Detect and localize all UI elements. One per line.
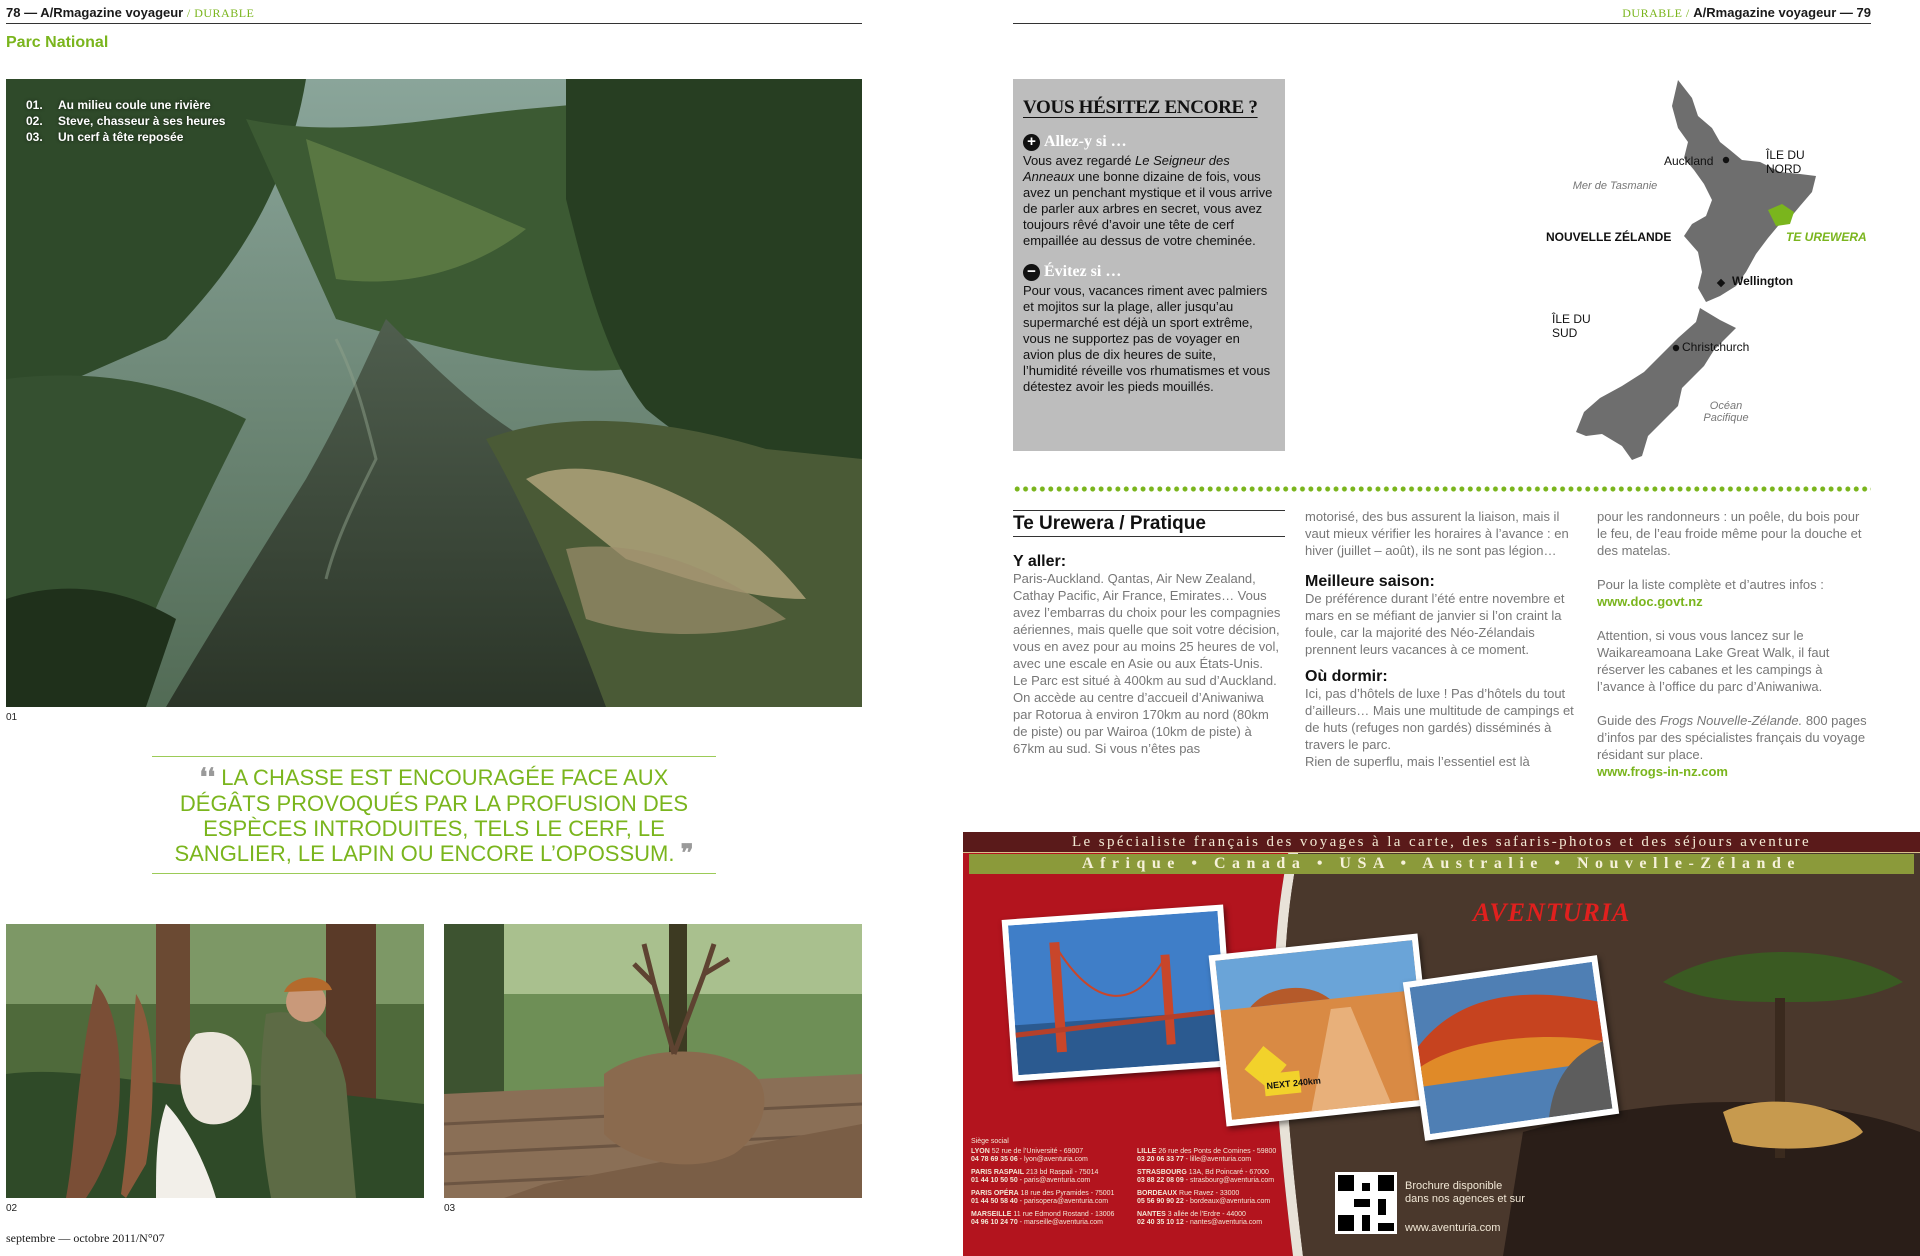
siege-label: Siège social bbox=[971, 1138, 1009, 1145]
ad-destinations: Afrique • Canada • USA • Australie • Nouvelle-Zélande bbox=[969, 854, 1914, 874]
map-ile-nord: ÎLE DU NORD bbox=[1766, 148, 1805, 176]
river-illustration bbox=[6, 79, 862, 707]
agency-item bbox=[1137, 1190, 1301, 1206]
agency-city: BORDEAUX bbox=[1137, 1190, 1178, 1197]
agency-item bbox=[1137, 1148, 1301, 1164]
agency-email[interactable]: - paris@aventuria.com bbox=[1017, 1177, 1091, 1184]
avoid-text: Pour vous, vacances riment avec palmiers et mojitos sur la plage, aller jusqu’au supermarché est déjà un sport extrême, vous ne supportez pas de voyager en avion plus de dix heures de suite, l’humidité réveille vos rhumatismes et vous détestez avoir les pieds mouillés. bbox=[1023, 283, 1271, 394]
left-section-label: DURABLE bbox=[194, 6, 255, 20]
agency-address: 18 rue des Pyramides - 75001 bbox=[1018, 1190, 1115, 1197]
road-sign-text: NEXT 240km bbox=[1266, 1075, 1322, 1092]
map-urewera: TE UREWERA bbox=[1786, 230, 1867, 244]
river-photo bbox=[6, 79, 862, 707]
ad-banner: Le spécialiste français des voyages à la carte, des safaris-photos et des séjours aventure bbox=[963, 832, 1920, 853]
pull-quote-text: LA CHASSE EST ENCOURAGÉE FACE AUX DÉGÂTS PROVOQUÉS PAR LA PROFUSION DES ESPÈCES INTRODUITES, TELS LE CERF, LE SANGLIER, LE LAPIN OU ENCORE L’OPOSSUM. bbox=[174, 765, 689, 866]
caption-text-1: Au milieu coule une rivière bbox=[58, 98, 211, 112]
deer-photo bbox=[444, 924, 862, 1198]
caption-num-2: 02. bbox=[26, 114, 43, 128]
agency-item bbox=[971, 1169, 1137, 1185]
canada-illustration bbox=[1410, 962, 1613, 1134]
agency-city: LYON bbox=[971, 1148, 990, 1155]
map-auckland: Auckland bbox=[1664, 154, 1714, 168]
aventuria-logo: AVENTURIA bbox=[1473, 898, 1631, 927]
agency-phone: 04 96 10 24 70 bbox=[971, 1219, 1018, 1226]
box-title: VOUS HÉSITEZ ENCORE ? bbox=[1023, 97, 1258, 118]
agency-city: PARIS OPÉRA bbox=[971, 1190, 1019, 1197]
agency-email[interactable]: - marseille@aventuria.com bbox=[1017, 1219, 1104, 1226]
caption-num-3: 03. bbox=[26, 130, 43, 144]
right-folio: DURABLE / A/Rmagazine voyageur — 79 bbox=[1622, 5, 1871, 20]
practical-title-rule bbox=[1013, 536, 1285, 537]
agency-address: Rue Ravez - 33000 bbox=[1177, 1190, 1240, 1197]
aventuria-ad bbox=[963, 832, 1920, 1256]
dormir-text: Ici, pas d’hôtels de luxe ! Pas d’hôtels du tout d’ailleurs… Mais une multitude de campings et de huts (refuges non gardés) disséminés à travers le parc. bbox=[1305, 686, 1574, 752]
saison-text: De préférence durant l’été entre novembre et mars en se méfiant de janvier si l’on craint la foule, car la majorité des Néo-Zélandais prennent leurs vacances à ce moment. bbox=[1305, 591, 1565, 657]
brochure-text: Brochure disponible dans nos agences et sur bbox=[1405, 1180, 1525, 1205]
left-folio-text: 78 — A/Rmagazine voyageur bbox=[6, 5, 184, 20]
hesitation-box bbox=[1013, 79, 1285, 451]
go-heading bbox=[1023, 133, 1273, 151]
quote-open-icon: ❛❛ bbox=[199, 765, 216, 791]
agency-email[interactable]: - bordeaux@aventuria.com bbox=[1183, 1198, 1271, 1205]
avoid-heading bbox=[1023, 263, 1273, 281]
col3-continued: pour les randonneurs : un poêle, du bois pour le feu, de l’eau froide même pour la douche et des matelas. bbox=[1597, 509, 1862, 558]
page-title: Parc National bbox=[6, 34, 109, 51]
agency-phone: 04 78 69 35 06 bbox=[971, 1156, 1018, 1163]
infos-text: Pour la liste complète et d’autres infos : bbox=[1597, 577, 1824, 592]
map-nz: NOUVELLE ZÉLANDE bbox=[1546, 230, 1672, 244]
photo-number-02: 02 bbox=[6, 1203, 18, 1214]
agency-phone: 01 44 50 58 40 bbox=[971, 1198, 1018, 1205]
practical-title: Te Urewera / Pratique bbox=[1013, 510, 1285, 532]
doc-link[interactable]: www.doc.govt.nz bbox=[1597, 594, 1703, 609]
agency-address: 3 allée de l’Erdre - 44000 bbox=[1165, 1211, 1246, 1218]
agency-email[interactable]: - parisopera@aventuria.com bbox=[1017, 1198, 1109, 1205]
qr-code-icon bbox=[1335, 1172, 1397, 1234]
agency-address: 26 rue des Ponts de Comines - 59800 bbox=[1156, 1148, 1277, 1155]
left-footer: septembre — octobre 2011/N°07 bbox=[6, 1231, 165, 1245]
avoid-title: Évitez si … bbox=[1044, 263, 1122, 280]
agency-phone: 01 44 10 50 50 bbox=[971, 1177, 1018, 1184]
caption-text-2: Steve, chasseur à ses heures bbox=[58, 114, 226, 128]
agency-email[interactable]: - nantes@aventuria.com bbox=[1183, 1219, 1263, 1226]
minus-icon: − bbox=[1023, 264, 1040, 281]
map-wellington: Wellington bbox=[1732, 274, 1794, 288]
hunter-photo bbox=[6, 924, 424, 1198]
agency-city: PARIS RASPAIL bbox=[971, 1169, 1025, 1176]
agency-city: LILLE bbox=[1137, 1148, 1157, 1155]
outback-illustration bbox=[1215, 940, 1429, 1120]
attention-text: Attention, si vous vous lancez sur le Waikareamoana Lake Great Walk, il faut réserver les cabanes et les campings à l’avance à l’office du parc d’Aniwaniwa. bbox=[1597, 628, 1830, 694]
postcard-golden-gate bbox=[1002, 904, 1235, 1081]
caption-text-3: Un cerf à tête reposée bbox=[58, 130, 184, 144]
golden-gate-illustration bbox=[1008, 911, 1228, 1075]
photo-number-03: 03 bbox=[444, 1203, 456, 1214]
agency-item bbox=[971, 1190, 1137, 1206]
postcard-canada bbox=[1403, 955, 1619, 1141]
agency-address: 52 rue de l’Université - 69007 bbox=[989, 1148, 1084, 1155]
map-ile-sud: ÎLE DU SUD bbox=[1552, 312, 1591, 340]
right-header-rule bbox=[1013, 23, 1871, 24]
qr-code-pattern bbox=[1338, 1175, 1394, 1231]
y-aller-title: Y aller: bbox=[1013, 553, 1067, 570]
go-title: Allez-y si … bbox=[1044, 133, 1127, 150]
agency-item bbox=[971, 1148, 1137, 1164]
agency-phone: 03 88 22 08 09 bbox=[1137, 1177, 1184, 1184]
map-christchurch: Christchurch bbox=[1682, 340, 1750, 354]
dormir-title: Où dormir: bbox=[1305, 668, 1388, 685]
saison-title: Meilleure saison: bbox=[1305, 573, 1435, 590]
pull-quote bbox=[152, 756, 716, 874]
dotted-separator bbox=[1013, 486, 1871, 492]
agency-email[interactable]: - lyon@aventuria.com bbox=[1017, 1156, 1088, 1163]
map-mer: Mer de Tasmanie bbox=[1572, 180, 1658, 192]
map-ocean: Océan Pacifique bbox=[1703, 400, 1749, 424]
postcard-outback bbox=[1209, 933, 1436, 1126]
dormir-text-2: Rien de superflu, mais l’essentiel est là bbox=[1305, 754, 1530, 769]
agency-city: MARSEILLE bbox=[971, 1211, 1012, 1218]
agency-phone: 03 20 06 33 77 bbox=[1137, 1156, 1184, 1163]
left-folio: 78 — A/Rmagazine voyageur / DURABLE bbox=[6, 5, 255, 20]
agency-phone: 05 56 90 90 22 bbox=[1137, 1198, 1184, 1205]
nz-map bbox=[1300, 76, 1880, 466]
practical-column-2 bbox=[1305, 508, 1577, 770]
practical-column-1 bbox=[1013, 510, 1285, 757]
caption-num-1: 01. bbox=[26, 98, 43, 112]
y-aller-text-2: Le Parc est situé à 400km au sud d’Auckland. On accède au centre d’accueil d’Aniwaniwa par Rotorua à environ 170km au nord (80km de piste) ou par Wairoa (10km de piste) à 67km au sud. Si vous n’êtes pas bbox=[1013, 673, 1277, 756]
photo-captions bbox=[26, 97, 225, 145]
agency-address: 13A, Bd Poincaré - 67000 bbox=[1186, 1169, 1269, 1176]
photo-number-01: 01 bbox=[6, 712, 18, 723]
agency-phone: 02 40 35 10 12 bbox=[1137, 1219, 1184, 1226]
agency-city: STRASBOURG bbox=[1137, 1169, 1187, 1176]
left-header-rule bbox=[6, 23, 862, 24]
agency-item bbox=[971, 1211, 1137, 1227]
agency-email[interactable]: - lille@aventuria.com bbox=[1183, 1156, 1252, 1163]
plus-icon: + bbox=[1023, 134, 1040, 151]
nz-map-shape bbox=[1300, 76, 1880, 466]
right-folio-text: A/Rmagazine voyageur — 79 bbox=[1693, 5, 1871, 20]
agency-item bbox=[1137, 1169, 1301, 1185]
frogs-link[interactable]: www.frogs-in-nz.com bbox=[1597, 764, 1728, 779]
deer-illustration bbox=[444, 924, 862, 1198]
go-text: Vous avez regardé Le Seigneur des Anneaux une bonne dizaine de fois, vous avez un penchant mystique et il vous arrive de parler aux arbres en secret, vous avez toujours rêvé d’avoir une tête de cerf empaillée au dessus de votre cheminée. bbox=[1023, 153, 1273, 248]
quote-close-icon: ❞ bbox=[680, 841, 694, 867]
practical-column-3 bbox=[1597, 508, 1871, 780]
agency-email[interactable]: - strasbourg@aventuria.com bbox=[1183, 1177, 1275, 1184]
guide-text: Guide des Frogs Nouvelle-Zélande. 800 pages d’infos par des spécialistes français du voyage résidant sur place. bbox=[1597, 713, 1867, 762]
col2-continued: motorisé, des bus assurent la liaison, mais il vaut mieux vérifier les horaires à l’avance : en hiver (juillet – août), ils ne sont pas légion… bbox=[1305, 509, 1569, 558]
agency-item bbox=[1137, 1211, 1301, 1227]
agency-address: 11 rue Edmond Rostand - 13006 bbox=[1011, 1211, 1115, 1218]
agency-list bbox=[971, 1148, 1301, 1227]
ad-website[interactable]: www.aventuria.com bbox=[1405, 1222, 1501, 1234]
agency-address: 213 bd Raspail - 75014 bbox=[1024, 1169, 1099, 1176]
right-section-label: DURABLE bbox=[1622, 6, 1683, 20]
agency-city: NANTES bbox=[1137, 1211, 1166, 1218]
hunter-illustration bbox=[6, 924, 424, 1198]
y-aller-text: Paris-Auckland. Qantas, Air New Zealand, Cathay Pacific, Air France, Emirates… Vous avez l’embarras du choix pour les compagnies aériennes, mais quelle que soit votre décision, vous en avez pour au moins 25 heures de vol, avec une escale en Asie ou aux États-Unis. bbox=[1013, 571, 1281, 671]
